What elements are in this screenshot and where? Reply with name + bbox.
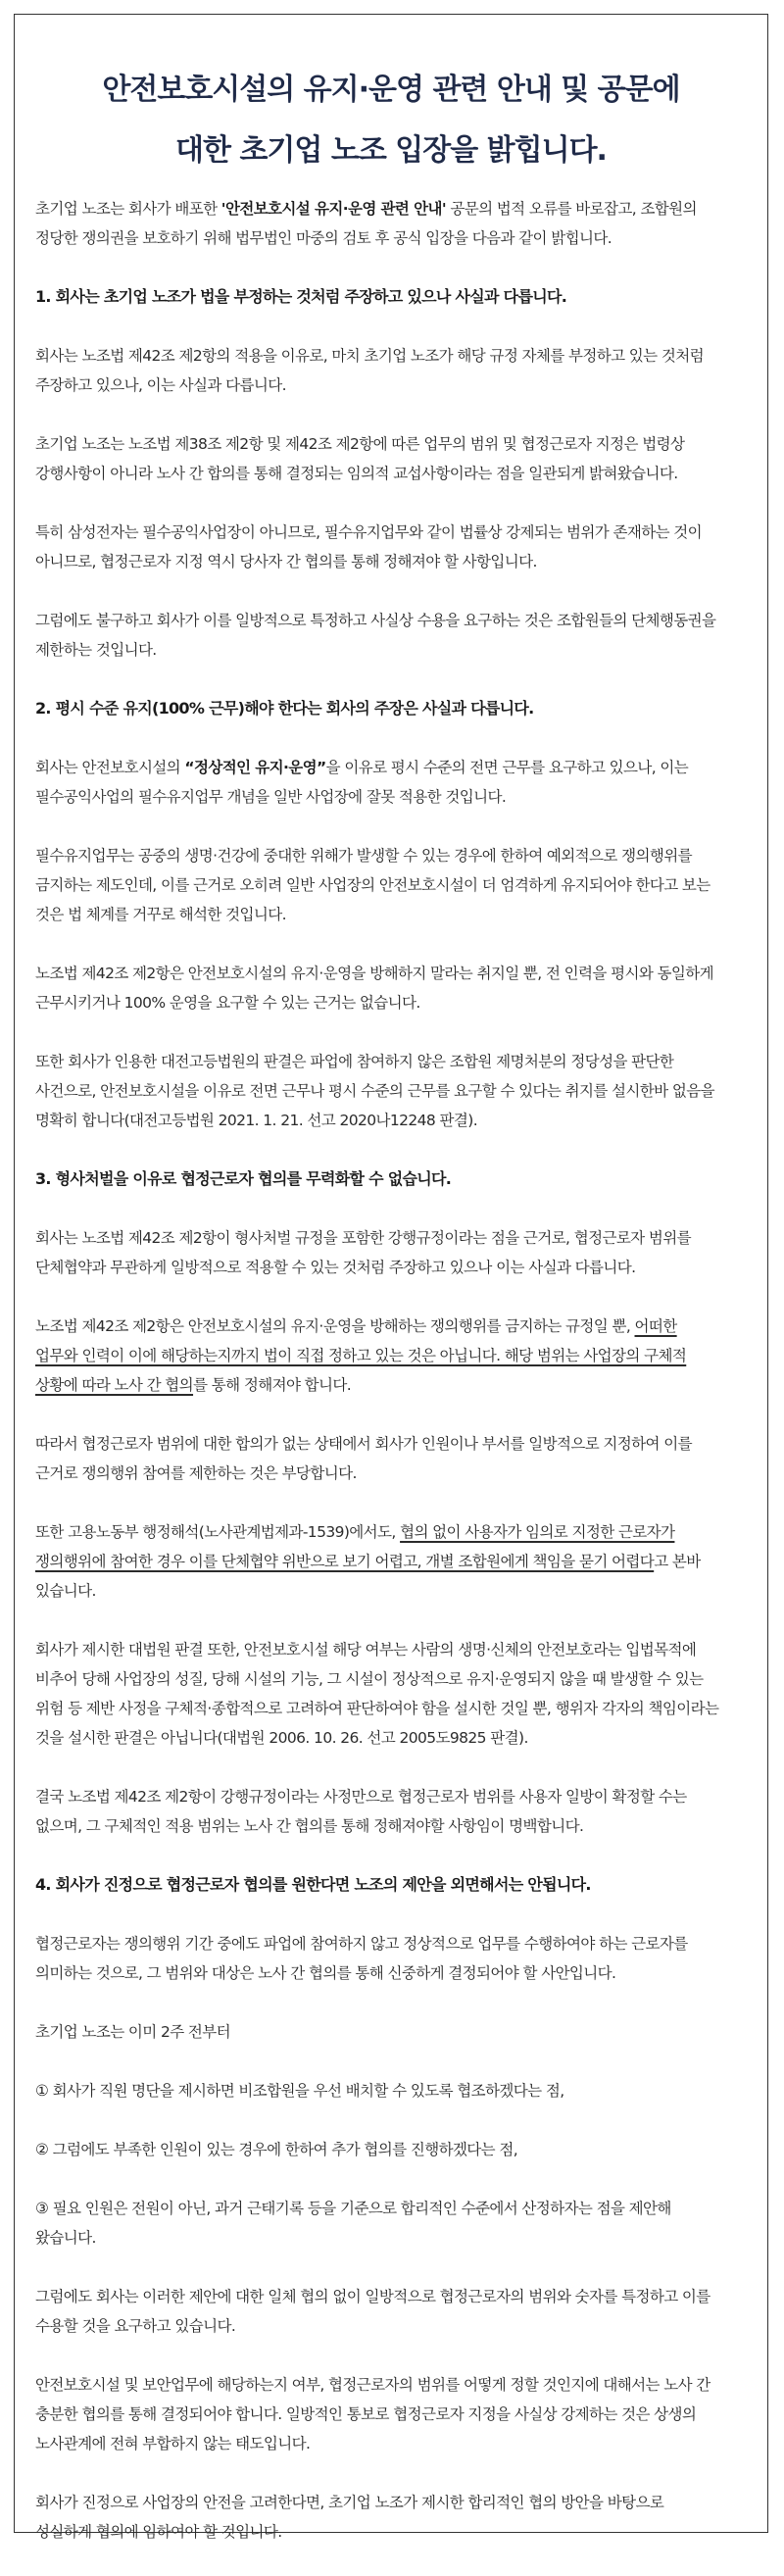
section-1-paragraph: 초기업 노조는 노조법 제38조 제2항 및 제42조 제2항에 따른 업무의 범위 및 협정근로자 지정은 법령상 강행사항이 아니라 노사 간 합의를 통해 결정되는 임의적 교섭사항이라는 점을 일관되게 밝혀왔습니다. (35, 435, 685, 482)
proposal-item-2: ② 그럼에도 부족한 인원이 있는 경우에 한하여 추가 협의를 진행하겠다는 점, (35, 2141, 518, 2158)
document-body (35, 194, 719, 2576)
section-1-heading: 1. 회사는 초기업 노조가 법을 부정하는 것처럼 주장하고 있으나 사실과 다릅니다. (35, 287, 567, 306)
title-line-1: 안전보호시설의 유지·운영 관련 안내 및 공문에 (102, 73, 680, 107)
section-3-paragraph: 또한 고용노동부 행정해석(노사관계법제과-1539)에서도, 협의 없이 사용자가 임의로 지정한 근로자가 쟁의행위에 참여한 경우 이를 단체협약 위반으로 보기 어렵고, 개별 조합원에게 책임을 묻기 어렵다고 본바 있습니다. (35, 1523, 701, 1600)
intro-paragraph: 초기업 노조는 회사가 배포한 '안전보호시설 유지·운영 관련 안내' 공문의 법적 오류를 바로잡고, 조합원의 정당한 쟁의권을 보호하기 위해 법무법인 마중의 검토 후 공식 입장을 다음과 같이 밝힙니다. (35, 200, 697, 247)
proposal-item-3: ③ 필요 인원은 전원이 아닌, 과거 근태기록 등을 기준으로 합리적인 수준에서 산정하자는 점을 제안해 왔습니다. (35, 2200, 671, 2247)
closing-paragraph: 회사가 진정으로 사업장의 안전을 고려한다면, 초기업 노조가 제시한 합리적인 협의 방안을 바탕으로 성실하게 협의에 임하여야 할 것입니다. (35, 2494, 664, 2541)
section-3-paragraph: 노조법 제42조 제2항은 안전보호시설의 유지·운영을 방해하는 쟁의행위를 금지하는 규정일 뿐, 어떠한 업무와 인력이 이에 해당하는지까지 법이 직접 정하고 있는 것은 아닙니다. 해당 범위는 사업장의 구체적 상황에 따라 노사 간 협의를 통해 정해져야 합니다. (35, 1317, 687, 1394)
section-4-paragraph: 안전보호시설 및 보안업무에 해당하는지 여부, 협정근로자의 범위를 어떻게 정할 것인지에 대해서는 노사 간 충분한 협의를 통해 결정되어야 합니다. 일방적인 통보로 협정근로자 지정을 사실상 강제하는 것은 상생의 노사관계에 전혀 부합하지 않는 태도입니다. (35, 2376, 710, 2452)
section-2-paragraph: 필수유지업무는 공중의 생명·건강에 중대한 위해가 발생할 수 있는 경우에 한하여 예외적으로 쟁의행위를 금지하는 제도인데, 이를 근거로 오히려 일반 사업장의 안전보호시설이 더 엄격하게 유지되어야 한다고 보는 것은 법 체계를 거꾸로 해석한 것입니다. (35, 847, 710, 923)
section-3-paragraph: 따라서 협정근로자 범위에 대한 합의가 없는 상태에서 회사가 인원이나 부서를 일방적으로 지정하여 이를 근거로 쟁의행위 참여를 제한하는 것은 부당합니다. (35, 1435, 692, 1482)
section-2-paragraph: 또한 회사가 인용한 대전고등법원의 판결은 파업에 참여하지 않은 조합원 제명처분의 정당성을 판단한 사건으로, 안전보호시설을 이유로 전면 근무나 평시 수준의 근무를 요구할 수 있다는 취지를 설시한바 없음을 명확히 합니다(대전고등법원 2021. 1. 21. 선고 2020나12248 판결). (35, 1053, 714, 1129)
section-1-paragraph: 그럼에도 불구하고 회사가 이를 일방적으로 특정하고 사실상 수용을 요구하는 것은 조합원들의 단체행동권을 제한하는 것입니다. (35, 612, 716, 659)
section-4-paragraph: 그럼에도 회사는 이러한 제안에 대한 일체 협의 없이 일방적으로 협정근로자의 범위와 숫자를 특정하고 이를 수용할 것을 요구하고 있습니다. (35, 2288, 710, 2335)
page-title (15, 60, 767, 181)
section-2-heading: 2. 평시 수준 유지(100% 근무)해야 한다는 회사의 주장은 사실과 다릅니다. (35, 699, 534, 718)
underlined-text: 협의 없이 사용자가 임의로 지정한 근로자가 쟁의행위에 참여한 경우 이를 단체협약 위반으로 보기 어렵고, 개별 조합원에게 책임을 묻기 어렵다 (35, 1523, 675, 1570)
section-3-heading: 3. 형사처벌을 이유로 협정근로자 협의를 무력화할 수 없습니다. (35, 1169, 452, 1188)
underlined-text: 어떠한 업무와 인력이 이에 해당하는지까지 법이 직접 정하고 있는 것은 아닙니다. 해당 범위는 사업장의 구체적 상황에 따라 노사 간 협의 (35, 1317, 687, 1394)
title-line-2: 대한 초기업 노조 입장을 밝힙니다. (175, 133, 607, 168)
section-1-paragraph: 회사는 노조법 제42조 제2항의 적용을 이유로, 마치 초기업 노조가 해당 규정 자체를 부정하고 있는 것처럼 주장하고 있으나, 이는 사실과 다릅니다. (35, 347, 704, 394)
bold-quote: “정상적인 유지·운영” (184, 759, 326, 776)
section-3-paragraph: 결국 노조법 제42조 제2항이 강행규정이라는 사정만으로 협정근로자 범위를 사용자 일방이 확정할 수는 없으며, 그 구체적인 적용 범위는 노사 간 협의를 통해 정해져야할 사항임이 명백합니다. (35, 1788, 687, 1835)
proposal-item-1: ① 회사가 직원 명단을 제시하면 비조합원을 우선 배치할 수 있도록 협조하겠다는 점, (35, 2082, 564, 2100)
section-2-paragraph: 노조법 제42조 제2항은 안전보호시설의 유지·운영을 방해하지 말라는 취지일 뿐, 전 인력을 평시와 동일하게 근무시키거나 100% 운영을 요구할 수 있는 근거는 없습니다. (35, 965, 714, 1012)
section-3-paragraph: 회사가 제시한 대법원 판결 또한, 안전보호시설 해당 여부는 사람의 생명·신체의 안전보호라는 입법목적에 비추어 당해 사업장의 성질, 당해 시설의 기능, 그 시설이 정상적으로 유지·운영되지 않을 때 발생할 수 있는 위험 등 제반 사정을 구체적·종합적으로 고려하여 판단하여야 함을 설시한 것일 뿐, 행위자 각자의 책임이라는 것을 설시한 판결은 아닙니다(대법원 2006. 10. 26. 선고 2005도9825 판결). (35, 1641, 719, 1747)
section-2-paragraph: 회사는 안전보호시설의 “정상적인 유지·운영”을 이유로 평시 수준의 전면 근무를 요구하고 있으나, 이는 필수공익사업의 필수유지업무 개념을 일반 사업장에 잘못 적용한 것입니다. (35, 759, 689, 806)
section-1-paragraph: 특히 삼성전자는 필수공익사업장이 아니므로, 필수유지업무와 같이 법률상 강제되는 범위가 존재하는 것이 아니므로, 협정근로자 지정 역시 당사자 간 협의를 통해 정해져야 할 사항입니다. (35, 523, 703, 570)
section-3-paragraph: 회사는 노조법 제42조 제2항이 형사처벌 규정을 포함한 강행규정이라는 점을 근거로, 협정근로자 범위를 단체협약과 무관하게 일방적으로 적용할 수 있는 것처럼 주장하고 있으나 이는 사실과 다릅니다. (35, 1229, 692, 1276)
section-4-paragraph: 초기업 노조는 이미 2주 전부터 (35, 2023, 231, 2041)
section-4-paragraph: 협정근로자는 쟁의행위 기간 중에도 파업에 참여하지 않고 정상적으로 업무를 수행하여야 하는 근로자를 의미하는 것으로, 그 범위와 대상은 노사 간 협의를 통해 신중하게 결정되어야 할 사안입니다. (35, 1935, 688, 1982)
section-4-heading: 4. 회사가 진정으로 협정근로자 협의를 원한다면 노조의 제안을 외면해서는 안됩니다. (35, 1875, 591, 1894)
intro-bold-quote: '안전보호시설 유지·운영 관련 안내' (220, 200, 446, 218)
